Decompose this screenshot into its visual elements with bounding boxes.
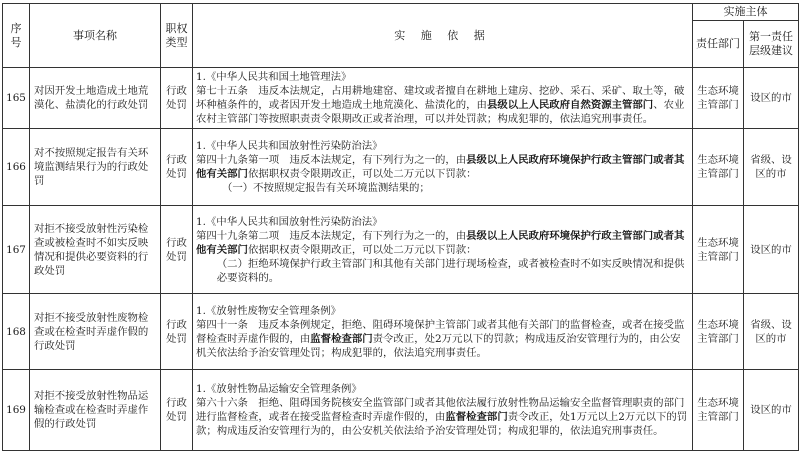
basis-item: （一）不按照规定报告有关环境监测结果的； bbox=[222, 182, 430, 194]
basis-authority: 县级以上人民政府自然资源主管部门 bbox=[486, 99, 654, 111]
row-type: 行政处罚 bbox=[161, 294, 193, 370]
row-type: 行政处罚 bbox=[161, 206, 193, 294]
row-dept: 生态环境主管部门 bbox=[693, 129, 744, 206]
basis-text-b: 、农业农村主管部门等按照职责责令限期改正或者治理，可以并处罚款；构成犯罪的，依法追究刑事责任。 bbox=[196, 99, 685, 125]
header-level: 第一责任层级建议 bbox=[744, 21, 799, 68]
basis-law: 1.《中华人民共和国放射性污染防治法》 bbox=[196, 140, 383, 152]
basis-text-b: 依据职权责令限期改正，可以处二万元以下罚款： bbox=[247, 168, 477, 180]
header-no: 序号 bbox=[3, 4, 30, 68]
basis-text bbox=[196, 153, 689, 181]
row-no: 166 bbox=[3, 129, 30, 206]
table-row bbox=[3, 68, 799, 129]
row-basis bbox=[193, 206, 693, 294]
basis-text bbox=[196, 318, 689, 360]
table-row bbox=[3, 370, 799, 451]
basis-text bbox=[196, 229, 689, 257]
table-row bbox=[3, 294, 799, 370]
row-no: 165 bbox=[3, 68, 30, 129]
row-basis bbox=[193, 68, 693, 129]
row-basis bbox=[193, 370, 693, 451]
row-no: 168 bbox=[3, 294, 30, 370]
row-no: 167 bbox=[3, 206, 30, 294]
header-subject: 实施主体 bbox=[693, 4, 799, 21]
row-dept: 生态环境主管部门 bbox=[693, 206, 744, 294]
header-type: 职权类型 bbox=[161, 4, 193, 68]
row-dept: 生态环境主管部门 bbox=[693, 370, 744, 451]
row-type: 行政处罚 bbox=[161, 68, 193, 129]
basis-authority: 县级以上人民政府环境保护行政主管部门或者其他有关部门 bbox=[196, 154, 685, 180]
basis-text-a: 第四十一条 违反本条例规定，拒绝、阻碍环境保护主管部门或者其他有关部门的监督检查，或者在接受监督检查时弄虚作假的，由 bbox=[196, 318, 685, 345]
row-basis bbox=[193, 294, 693, 370]
row-name: 对因开发土地造成土地荒漠化、盐渍化的行政处罚 bbox=[30, 68, 161, 129]
table-row bbox=[3, 129, 799, 206]
basis-law: 1.《中华人民共和国土地管理法》 bbox=[196, 71, 352, 83]
basis-authority: 监督检查部门 bbox=[310, 332, 373, 345]
basis-text-a: 第四十九条第一项 违反本法规定，有下列行为之一的，由 bbox=[196, 154, 467, 166]
basis-law: 1.《放射性物品运输安全管理条例》 bbox=[196, 383, 362, 395]
basis-law: 1.《中华人民共和国放射性污染防治法》 bbox=[196, 215, 383, 228]
row-name: 对拒不接受放射性污染检查或被检查时不如实反映情况和提供必要资料的行政处罚 bbox=[30, 206, 161, 294]
row-level: 设区的市 bbox=[744, 206, 799, 294]
row-name: 对不按照规定报告有关环境监测结果行为的行政处罚 bbox=[30, 129, 161, 206]
basis-text bbox=[196, 396, 689, 438]
row-no: 169 bbox=[3, 370, 30, 451]
basis-text-a: 第七十五条 违反本法规定，占用耕地建窑、建坟或者擅自在耕地上建房、挖砂、采石、采矿、取土等，破坏种植条件的，或者因开发土地造成土地荒漠化、盐渍化的，由 bbox=[196, 85, 685, 111]
enforcement-matters-table bbox=[2, 3, 799, 451]
row-level: 设区的市 bbox=[744, 370, 799, 451]
row-type: 行政处罚 bbox=[161, 370, 193, 451]
basis-text-b: 责令改正，处2万元以下的罚款；构成违反治安管理行为的，由公安机关依法给予治安管理处罚；构成犯罪的，依法追究刑事责任。 bbox=[196, 332, 681, 359]
row-level: 省级、设区的市 bbox=[744, 294, 799, 370]
header-row bbox=[3, 4, 799, 21]
basis-text-a: 第四十九条第二项 违反本法规定，有下列行为之一的，由 bbox=[196, 229, 467, 242]
basis-text-b: 依据职权责令限期改正，可以处二万元以下罚款： bbox=[247, 243, 477, 256]
basis-text-a: 第六十六条 拒绝、阻碍国务院核安全监管部门或者其他依法履行放射性物品运输安全监督管理职责的部门进行监督检查，或者在接受监督检查时弄虚作假的，由 bbox=[196, 397, 685, 423]
row-name: 对拒不接受放射性物品运输检查或在检查时弄虚作假的行政处罚 bbox=[30, 370, 161, 451]
row-dept: 生态环境主管部门 bbox=[693, 68, 744, 129]
row-level: 设区的市 bbox=[744, 68, 799, 129]
basis-text bbox=[196, 84, 689, 126]
row-name: 对拒不接受放射性废物检查或在检查时弄虚作假的行政处罚 bbox=[30, 294, 161, 370]
header-name: 事项名称 bbox=[30, 4, 161, 68]
basis-item: （二）拒绝环境保护行政主管部门和其他有关部门进行现场检查，或者被检查时不如实反映情况和提供必要资料的。 bbox=[216, 257, 685, 284]
basis-text-b: 责令改正，处1万元以上2万元以下的罚款；构成违反治安管理行为的，由公安机关依法给予治安管理处罚；构成犯罪的，依法追究刑事责任。 bbox=[196, 411, 688, 437]
row-dept: 生态环境主管部门 bbox=[693, 294, 744, 370]
row-basis bbox=[193, 129, 693, 206]
header-dept: 责任部门 bbox=[693, 21, 744, 68]
row-type: 行政处罚 bbox=[161, 129, 193, 206]
header-basis: 实 施 依 据 bbox=[193, 4, 693, 68]
basis-law: 1.《放射性废物安全管理条例》 bbox=[196, 304, 341, 317]
table-row bbox=[3, 206, 799, 294]
basis-authority: 监督检查部门 bbox=[445, 411, 508, 423]
basis-authority: 县级以上人民政府环境保护行政主管部门或者其他有关部门 bbox=[196, 229, 685, 256]
row-level: 省级、设区的市 bbox=[744, 129, 799, 206]
